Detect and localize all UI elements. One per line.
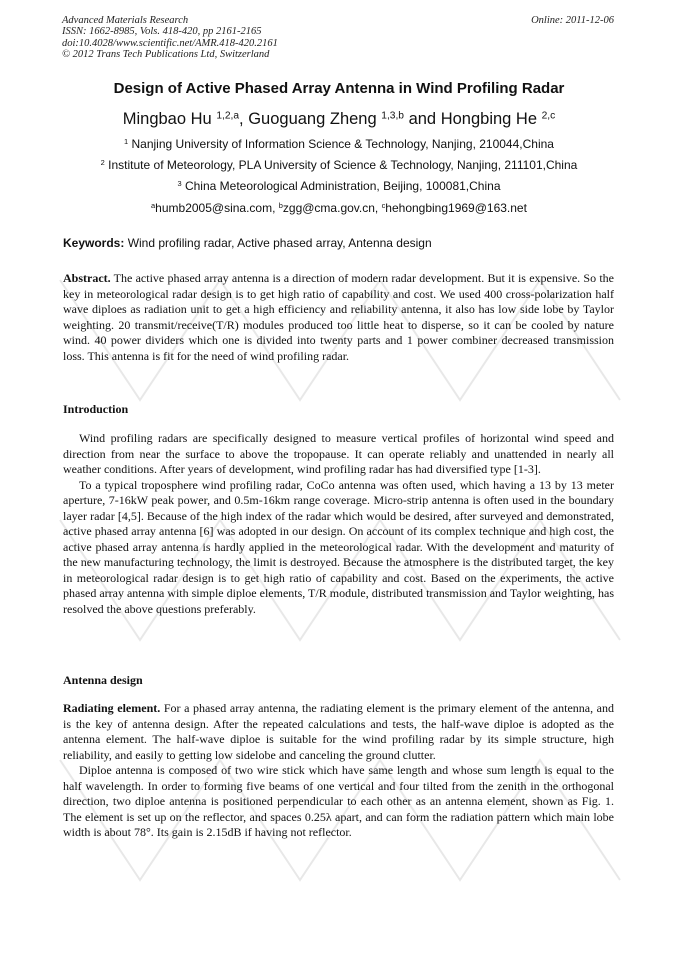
abstract-text: The active phased array antenna is a direction of modern radar development. But it is expensive. So the key in meteorological radar design is to get high ratio of capability and cost. We used 400 cross-polarization half wave diploes as radiation unit to get a high efficiency and reliability antenna, it also has low side lobe by Taylor weighting. 20 transmit/receive(T/R) modules produced too little heat to disperse, so it can be cooled by nature wind. 40 power dividers which one is divided into twenty parts and 1 power combiner decreased transmission loss. This antenna is fit for the need of wind profiling radar. — [63, 271, 614, 363]
introduction-body — [63, 431, 614, 617]
keywords-line — [63, 236, 432, 250]
author-affil-sup: 1,2,a — [216, 110, 240, 122]
introduction-heading: Introduction — [63, 402, 129, 416]
online-date: Online: 2011-12-06 — [531, 15, 614, 26]
abstract-block — [63, 271, 614, 364]
issn-line: ISSN: 1662-8985, Vols. 418-420, pp 2161-2165 — [62, 26, 262, 38]
affiliation-1 — [0, 137, 678, 151]
affiliation-number: 2 — [100, 157, 105, 167]
email-address: hehongbing1969@163.net — [385, 201, 527, 215]
author-name: Mingbao Hu — [122, 110, 212, 128]
email-sup: a — [151, 200, 156, 210]
affiliation-number: 3 — [177, 178, 182, 188]
email-address: humb2005@sina.com, — [155, 201, 279, 215]
author-separator: , — [239, 110, 249, 128]
email-list — [0, 201, 678, 215]
author-affil-sup: 2,c — [541, 110, 556, 122]
author-list — [0, 110, 678, 129]
antenna-design-body — [63, 701, 614, 841]
email-sup: c — [381, 200, 386, 210]
email-sup: b — [278, 200, 283, 210]
radiating-element-label: Radiating element. — [63, 701, 161, 715]
journal-header — [62, 15, 278, 60]
affiliation-number: 1 — [124, 136, 129, 146]
author-affil-sup: 1,3,b — [381, 110, 404, 122]
keywords-label: Keywords: — [63, 236, 125, 250]
paper-title: Design of Active Phased Array Antenna in Wind Profiling Radar — [113, 80, 565, 97]
affiliation-text: Nanjing University of Information Science & Technology, Nanjing, 210044,China — [131, 137, 554, 151]
keywords-text: Wind profiling radar, Active phased array, Antenna design — [124, 236, 432, 250]
introduction-paragraph-1: Wind profiling radars are specifically designed to measure vertical profiles of horizontal wind speed and direction from near the surface to above the tropopause. It can operate reliably and unattended in nearly all weather conditions. After years of development, wind profiling radar has had diversified type [1-3]. — [63, 431, 614, 476]
copyright-line: © 2012 Trans Tech Publications Ltd, Switzerland — [62, 48, 270, 60]
antenna-paragraph-1-text: For a phased array antenna, the radiating element is the primary element of the antenna, and is the key of antenna design. After the repeated calculations and tests, the half-wave diploe is adopted as the antenna element. The half-wave diploe is suitable for the wind profiling radar by its simple structure, high reliability, and easily to getting low sidelobe and canceling the ground clutter. — [63, 701, 615, 762]
introduction-paragraph-2: To a typical troposphere wind profiling radar, CoCo antenna was often used, which having a 13 by 13 meter aperture, 7-16kW peak power, and 0.5m-16km range coverage. Micro-strip antenna is often used in the boundary layer radar [4,5]. Because of the high index of the radar which would be desired, after surveyed and demonstrated, active phased array antenna [6] was adopted in our design. On account of its complex technique and high cost, the active phased array antenna is hardly applied in the meteorological radar. With the development and maturity of the new manufacturing technology, the limit is destroyed. Because the atmosphere is the distributed target, the key in meteorological radar design is to get high ratio of capability and cost. Based on the experiments, the active phased array antenna with simple diploe elements, T/R module, distributed transmission and Taylor weighting, has resolved the above questions preferably. — [63, 477, 614, 616]
affiliation-3 — [0, 179, 678, 193]
email-address: zgg@cma.gov.cn, — [282, 201, 382, 215]
antenna-design-heading: Antenna design — [63, 673, 143, 687]
affiliation-text: Institute of Meteorology, PLA University of Science & Technology, Nanjing, 211101,China — [108, 158, 578, 172]
journal-name: Advanced Materials Research — [62, 15, 189, 26]
abstract-label: Abstract. — [63, 271, 111, 285]
affiliation-2 — [0, 158, 678, 172]
antenna-paragraph-1 — [63, 701, 614, 763]
affiliation-text: China Meteorological Administration, Beijing, 100081,China — [184, 179, 501, 193]
author-name: Guoguang Zheng — [248, 110, 377, 128]
author-separator: and — [404, 110, 441, 128]
antenna-paragraph-2: Diploe antenna is composed of two wire stick which have same length and whose sum length is equal to the half wavelength. In order to forming five beams of one vertical and four tilted from the zenith in the orthogonal direction, two diploe antenna is positioned perpendicular to each other as an antenna element, shown as Fig. 1. The element is set up on the reflector, and spaces 0.25λ apart, and can form the radiation pattern which main lobe width is about 78°. Its gain is 2.15dB if having not reflector. — [63, 763, 614, 839]
author-name: Hongbing He — [440, 110, 538, 128]
doi-line: doi:10.4028/www.scientific.net/AMR.418-420.2161 — [62, 37, 278, 49]
